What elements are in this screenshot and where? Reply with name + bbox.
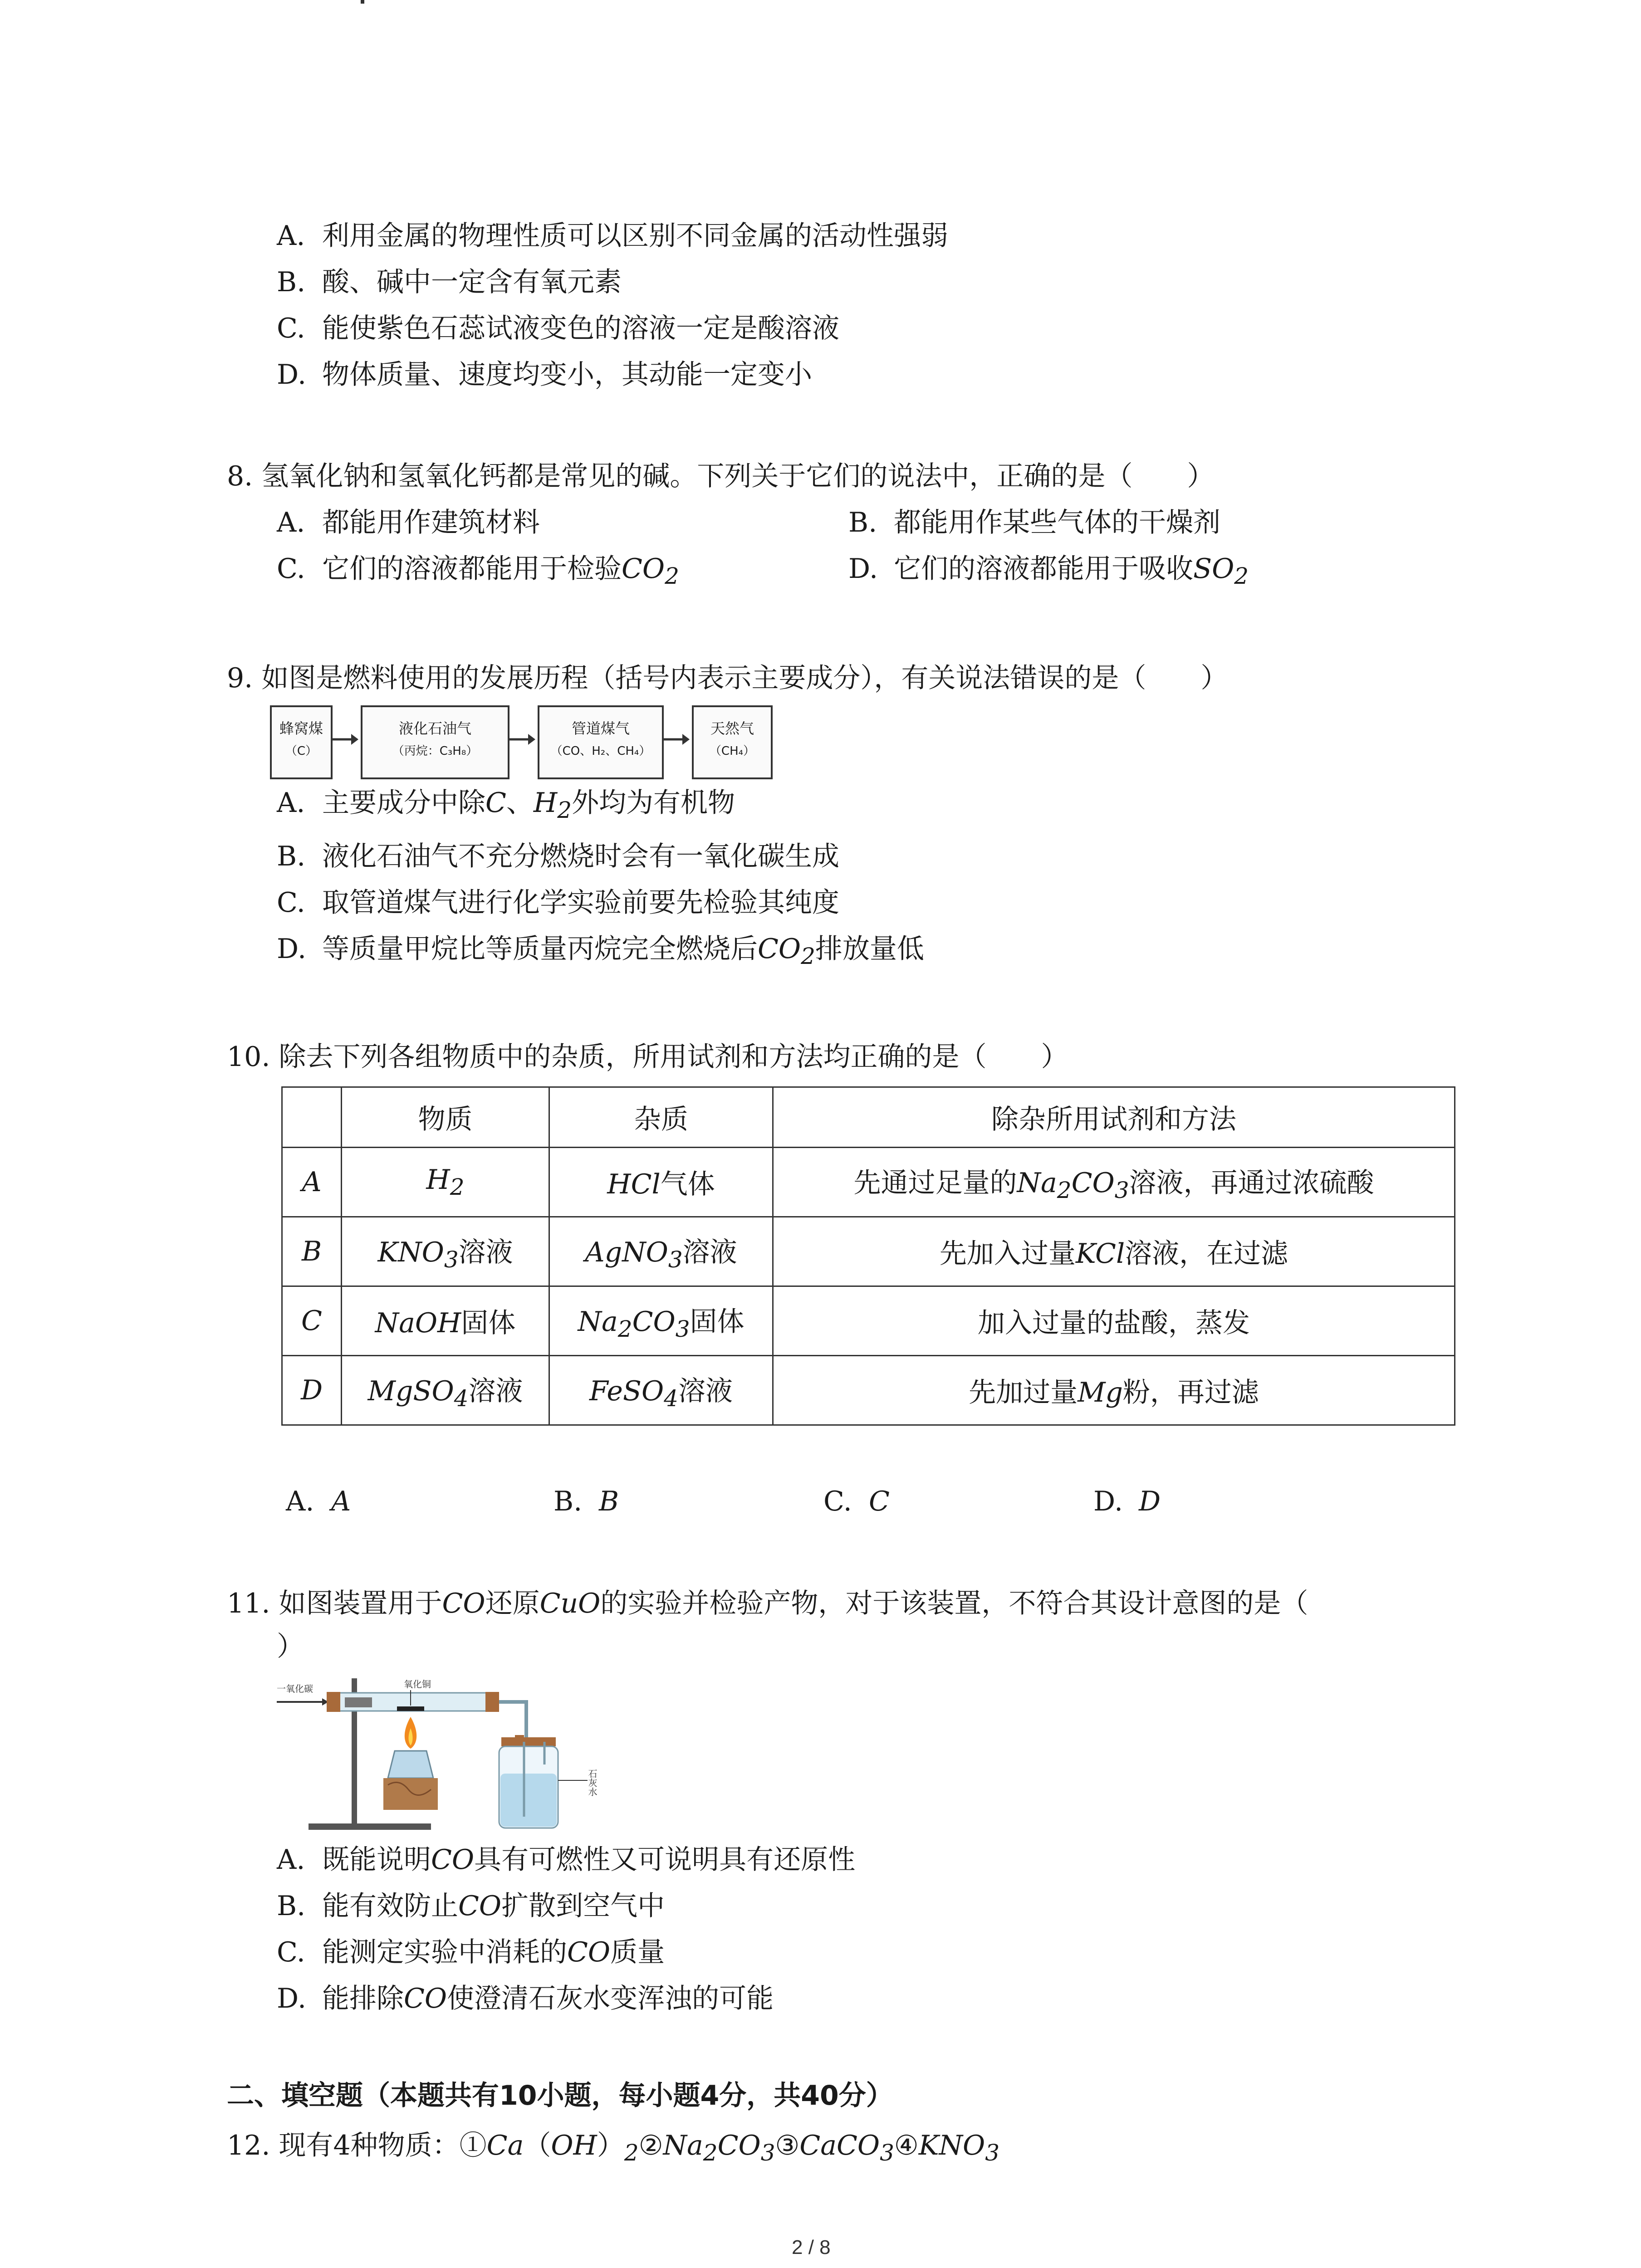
q11-option-a: A. 既能说明CO具有可燃性又可说明具有还原性 <box>277 1844 856 1876</box>
q11-option-c: C. 能测定实验中消耗的CO质量 <box>277 1936 665 1968</box>
table-cell: 先加过量Mg粉，再过滤 <box>773 1356 1455 1425</box>
q10-answer-d: D. D <box>1093 1486 1161 1517</box>
table-cell: 先通过足量的$Na_2CO_3$溶液，再通过浓硫酸 <box>773 1148 1455 1217</box>
flow-box-natural-gas: 天然气 （CH₄） <box>692 705 773 779</box>
q11-option-d: D. 能排除CO使澄清石灰水变浑浊的可能 <box>277 1983 774 2014</box>
q9-stem: 9. 如图是燃料使用的发展历程（括号内表示主要成分），有关说法错误的是（ ） <box>227 662 1228 694</box>
q8-option-b: B. 都能用作某些气体的干燥剂 <box>848 507 1220 538</box>
q7-option-a: A. 利用金属的物理性质可以区别不同金属的活动性强弱 <box>277 220 948 252</box>
table-cell: B <box>282 1217 342 1286</box>
table-cell: A <box>282 1148 342 1217</box>
table-cell: $H_2$ <box>342 1148 549 1217</box>
table-cell: FeSO$_4$溶液 <box>549 1356 773 1425</box>
flow-arrow-icon <box>662 730 690 748</box>
q8-option-d: D. 它们的溶液都能用于吸收$SO_2$ <box>848 553 1249 589</box>
impurity-table <box>281 1086 1455 1426</box>
q7-option-d: D. 物体质量、速度均变小，其动能一定变小 <box>277 359 812 391</box>
svg-text:石灰水: 石灰水 <box>587 1769 598 1796</box>
q11-option-b: B. 能有效防止CO扩散到空气中 <box>277 1890 665 1922</box>
q11-stem-line2: ） <box>277 1631 304 1662</box>
q10-answer-c: C. C <box>823 1486 890 1517</box>
table-cell: 加入过量的盐酸，蒸发 <box>773 1286 1455 1356</box>
table-row <box>282 1148 1455 1217</box>
table-header-cell <box>282 1087 342 1148</box>
q9-option-c: C. 取管道煤气进行化学实验前要先检验其纯度 <box>277 887 839 919</box>
table-cell: 先加入过量KCl溶液，在过滤 <box>773 1217 1455 1286</box>
q11-stem: 11. 如图装置用于CO还原CuO的实验并检验产物，对于该装置，不符合其设计意图的是（ <box>227 1588 1308 1619</box>
q10-answer-b: B. B <box>554 1486 619 1517</box>
flow-box-honeycomb-coal: 蜂窝煤 （C） <box>270 705 333 779</box>
flow-box-lpg: 液化石油气 （丙烷：C₃H₈） <box>361 705 509 779</box>
flow-arrow-icon <box>508 730 535 748</box>
table-cell: AgNO$_3$溶液 <box>549 1217 773 1286</box>
table-header-row <box>282 1087 1455 1148</box>
flow-box-pipe-gas: 管道煤气 （CO、H₂、CH₄） <box>538 705 664 779</box>
q9-option-d: D. 等质量甲烷比等质量丙烷完全燃烧后$CO_2$排放量低 <box>277 933 924 969</box>
q8-stem: 8. 氢氧化钠和氢氧化钙都是常见的碱。下列关于它们的说法中，正确的是（ ） <box>227 460 1215 492</box>
q10-stem: 10. 除去下列各组物质中的杂质，所用试剂和方法均正确的是（ ） <box>227 1041 1068 1073</box>
q7-option-c: C. 能使紫色石蕊试液变色的溶液一定是酸溶液 <box>277 313 839 344</box>
table-cell: MgSO$_4$溶液 <box>342 1356 549 1425</box>
table-row <box>282 1217 1455 1286</box>
q8-option-c: C. 它们的溶液都能用于检验$CO_2$ <box>277 553 679 589</box>
svg-text:氧化铜: 氧化铜 <box>404 1679 431 1690</box>
q10-answer-a: A. A <box>286 1486 351 1517</box>
table-cell: D <box>282 1356 342 1425</box>
q8-option-a: A. 都能用作建筑材料 <box>277 507 540 538</box>
page-number: 2 / 8 <box>792 2236 831 2258</box>
table-cell: $Na_2CO_3$固体 <box>549 1286 773 1356</box>
co-reduction-apparatus-figure <box>272 1674 617 1837</box>
table-cell: $KNO_3$溶液 <box>342 1217 549 1286</box>
section-title: 二、填空题（本题共有10小题，每小题4分，共40分） <box>227 2080 893 2112</box>
table-row <box>282 1356 1455 1425</box>
q9-option-b: B. 液化石油气不充分燃烧时会有一氧化碳生成 <box>277 841 839 872</box>
q7-option-b: B. 酸、碱中一定含有氧元素 <box>277 266 622 298</box>
table-header-cell: 杂质 <box>549 1087 773 1148</box>
table-header-cell: 除杂所用试剂和方法 <box>773 1087 1455 1148</box>
table-cell: NaOH固体 <box>342 1286 549 1356</box>
table-cell: C <box>282 1286 342 1356</box>
svg-text:一氧化碳: 一氧化碳 <box>277 1683 313 1694</box>
q9-option-a: A. 主要成分中除C、$H_2$外均为有机物 <box>277 787 735 823</box>
table-cell: HCl气体 <box>549 1148 773 1217</box>
table-header-cell: 物质 <box>342 1087 549 1148</box>
q12-stem: 12. 现有4种物质：$①Ca(OH)_2②Na_2CO_3③CaCO_3④KNO_3$ <box>227 2130 1000 2166</box>
table-row <box>282 1286 1455 1356</box>
flow-arrow-icon <box>331 730 358 748</box>
